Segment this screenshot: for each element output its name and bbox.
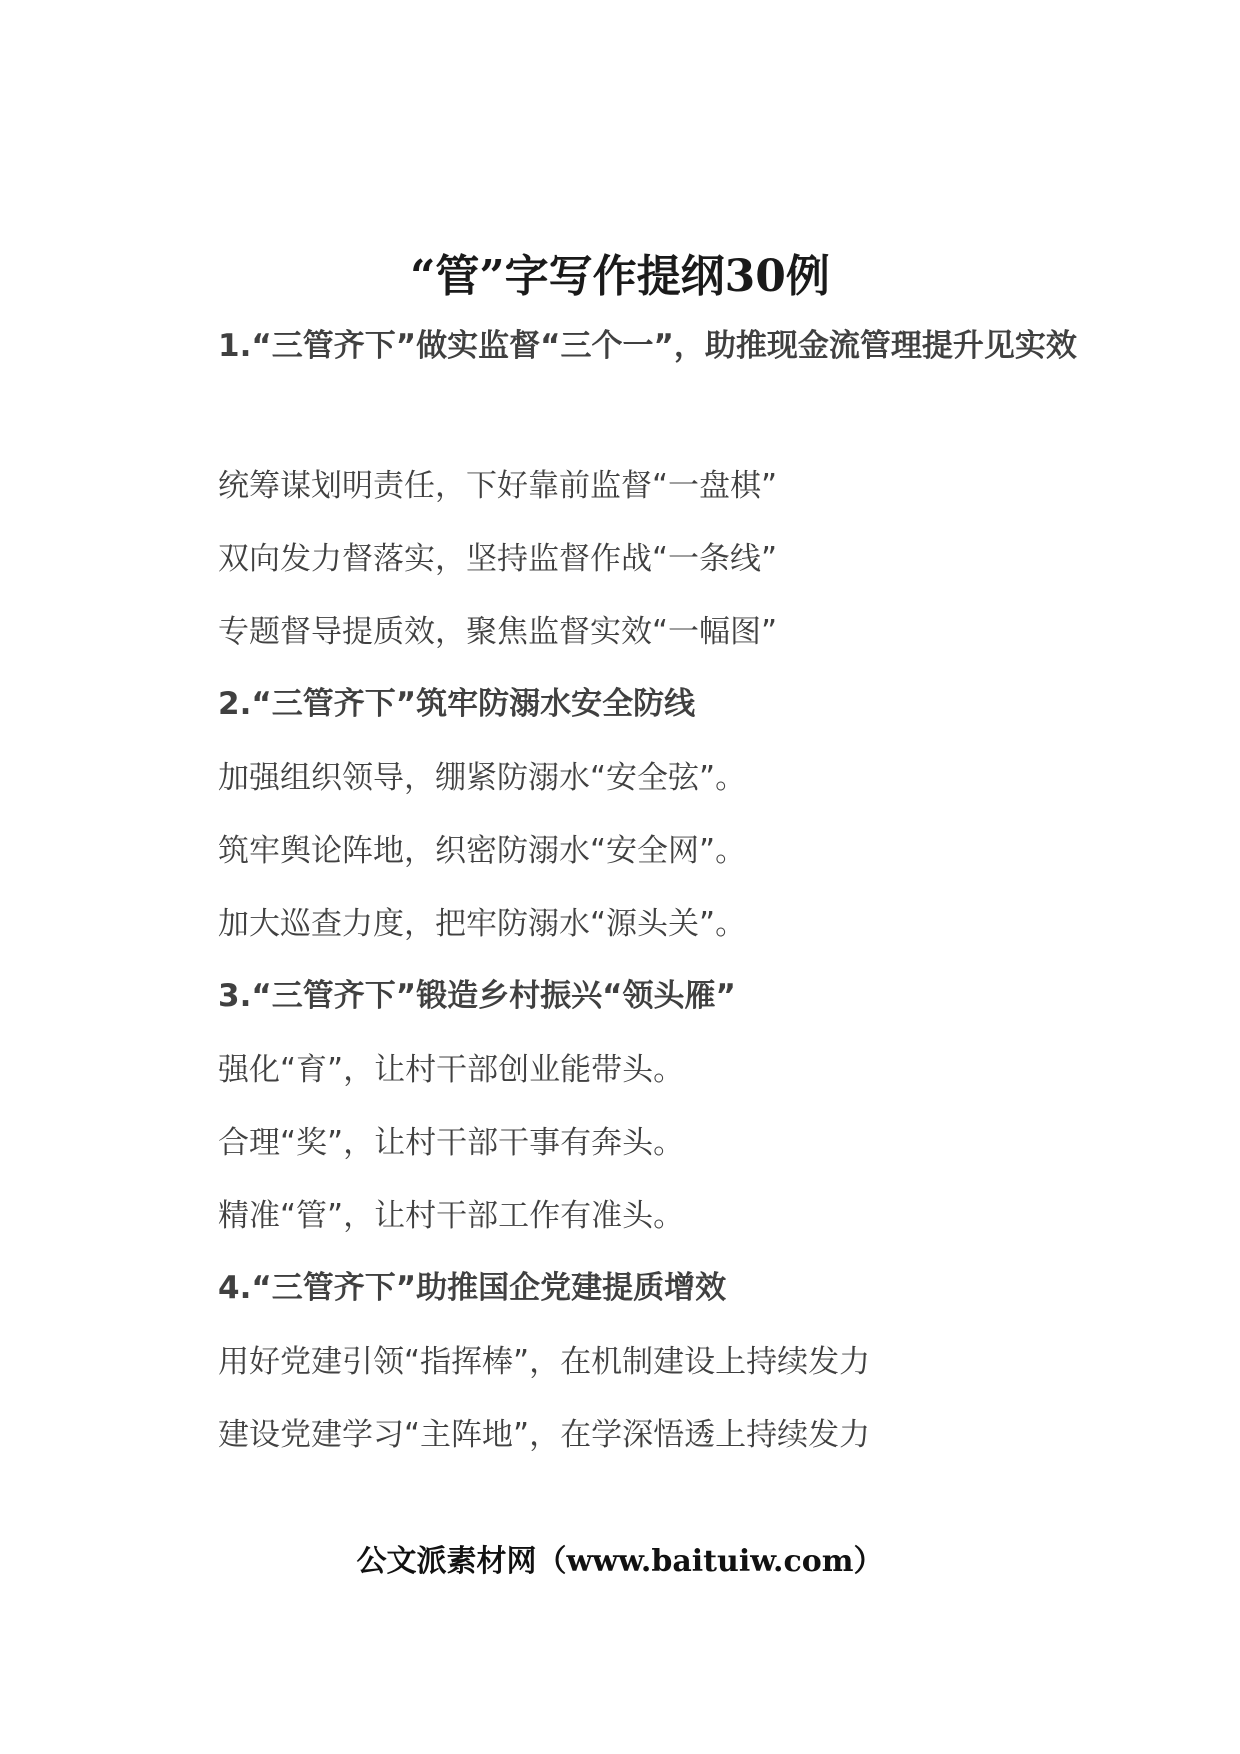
section-heading-2: 2.“三管齐下”筑牢防溺水安全防线 (218, 686, 696, 722)
section-heading-1: 1.“三管齐下”做实监督“三个一”，助推现金流管理提升见实效 (218, 328, 1077, 364)
section-4-item-1: 用好党建引领“指挥棒”，在机制建设上持续发力 (218, 1344, 871, 1380)
section-1-item-2: 双向发力督落实，坚持监督作战“一条线” (218, 541, 778, 577)
section-3-item-3: 精准“管”，让村干部工作有准头。 (218, 1198, 685, 1234)
section-3-item-2: 合理“奖”，让村干部干事有奔头。 (218, 1125, 685, 1161)
section-4-item-2: 建设党建学习“主阵地”，在学深悟透上持续发力 (218, 1417, 871, 1453)
section-3-item-1: 强化“育”，让村干部创业能带头。 (218, 1052, 685, 1088)
section-heading-3: 3.“三管齐下”锻造乡村振兴“领头雁” (218, 978, 736, 1014)
section-1-item-3: 专题督导提质效，聚焦监督实效“一幅图” (218, 614, 778, 650)
document-title: “管”字写作提纲30例 (410, 251, 830, 302)
section-2-item-2: 筑牢舆论阵地，织密防溺水“安全网”。 (218, 833, 747, 869)
section-2-item-3: 加大巡查力度，把牢防溺水“源头关”。 (218, 906, 747, 942)
section-heading-4: 4.“三管齐下”助推国企党建提质增效 (218, 1270, 727, 1306)
footer-source-line: 公文派素材网（www.baituiw.com） (356, 1544, 884, 1579)
section-2-item-1: 加强组织领导，绷紧防溺水“安全弦”。 (218, 760, 747, 796)
section-1-item-1: 统筹谋划明责任，下好靠前监督“一盘棋” (218, 468, 778, 504)
